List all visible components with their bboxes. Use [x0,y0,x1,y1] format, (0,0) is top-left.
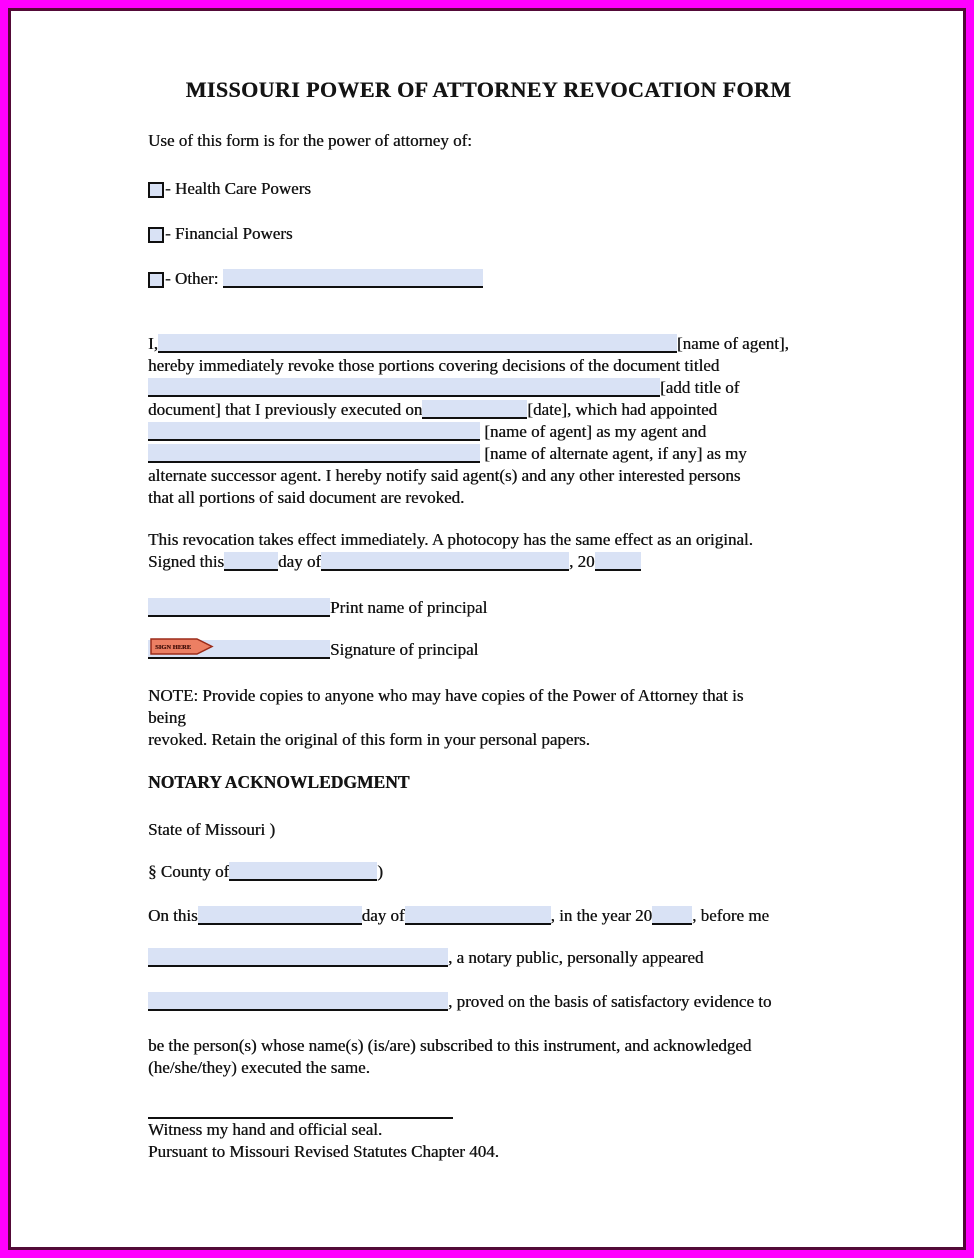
note-paragraph [148,685,829,751]
note-line-2: being [148,708,186,727]
page-content [11,11,963,1247]
signed-this-text: Signed this [148,552,225,571]
county-prefix-text: § County of [148,862,230,881]
other-row [148,268,829,289]
financial-powers-row [148,223,829,244]
date-appointed-label: [date], which had appointed [527,400,718,419]
print-name-label: Print name of principal [330,598,488,617]
other-field[interactable] [223,269,483,288]
proved-text: , proved on the basis of satisfactory evidence to [448,992,772,1011]
day-of-text: day of [278,552,322,571]
notary-year-field[interactable] [652,906,692,925]
notary-day-field[interactable] [198,906,362,925]
signature-field[interactable] [148,640,330,659]
appointed-agent-field[interactable] [148,422,480,441]
agent-as-agent-label: [name of agent] as my agent and [484,422,707,441]
effect-line-1: This revocation takes effect immediately. A photocopy has the same effect as an original. [148,530,753,549]
county-line [148,861,829,883]
name-of-agent-label: [name of agent], [676,334,789,353]
notary-name-line [148,947,829,969]
note-line-3: revoked. Retain the original of this form in your personal papers. [148,730,590,749]
signature-row [148,639,829,661]
page-title: MISSOURI POWER OF ATTORNEY REVOCATION FORM [185,77,792,102]
person-line-1: be the person(s) whose name(s) (is/are) subscribed to this instrument, and acknowledged [148,1036,752,1055]
signed-month-field[interactable] [321,552,569,571]
before-me-text: , before me [692,906,769,925]
print-name-row [148,597,829,619]
notary-name-field[interactable] [148,948,448,967]
county-field[interactable] [229,862,377,881]
signed-year-field[interactable] [595,552,641,571]
note-line-1: NOTE: Provide copies to anyone who may have copies of the Power of Attorney that is [148,686,744,705]
i-prefix: I, [148,334,158,353]
health-care-row [148,178,829,199]
checkbox-label: - Health Care Powers [165,179,311,198]
alternate-agent-field[interactable] [148,444,480,463]
comma-20-text: , 20 [569,552,595,571]
sign-here-stamp-text: SIGN HERE [155,644,191,651]
witness-text: Witness my hand and official seal. [148,1120,383,1139]
financial-powers-checkbox[interactable] [148,227,164,243]
pursuant-text: Pursuant to Missouri Revised Statutes Chapter 404. [148,1142,499,1161]
other-checkbox[interactable] [148,272,164,288]
on-this-line [148,905,829,927]
state-line: State of Missouri ) [148,820,276,839]
intro-text: Use of this form is for the power of attorney of: [148,131,472,150]
add-title-label: [add title of [660,378,740,397]
revocation-line-7: alternate successor agent. I hereby notify said agent(s) and any other interested persons [148,466,741,485]
effect-paragraph [148,529,829,573]
in-the-year-text: , in the year 20 [550,906,653,925]
signed-day-field[interactable] [224,552,278,571]
county-close-paren: ) [377,862,383,881]
document-title-field[interactable] [148,378,660,397]
person-line-2: (he/she/they) executed the same. [148,1058,370,1077]
notary-month-field[interactable] [405,906,551,925]
revocation-line-8: that all portions of said document are revoked. [148,488,465,507]
page-frame [8,8,966,1250]
notary-heading: NOTARY ACKNOWLEDGMENT [148,772,410,792]
checkbox-label: - Financial Powers [165,224,293,243]
alternate-agent-label: [name of alternate agent, if any] as my [484,444,747,463]
revocation-line-2: hereby immediately revoke those portions covering decisions of the document titled [148,356,720,375]
notary-day-of-text: day of [361,906,405,925]
revocation-paragraph [148,333,829,509]
sign-here-stamp [150,638,214,655]
executed-on-text: document] that I previously executed on [148,400,423,419]
checkbox-label: - Other: [165,269,219,288]
on-this-text: On this [148,906,198,925]
person-statement [148,1035,829,1079]
agent-name-field[interactable] [158,334,677,353]
health-care-checkbox[interactable] [148,182,164,198]
notary-public-text: , a notary public, personally appeared [448,948,704,967]
appeared-person-field[interactable] [148,992,448,1011]
signature-label: Signature of principal [330,640,479,659]
execution-date-field[interactable] [422,400,527,419]
print-name-field[interactable] [148,598,330,617]
appeared-person-line [148,991,829,1013]
